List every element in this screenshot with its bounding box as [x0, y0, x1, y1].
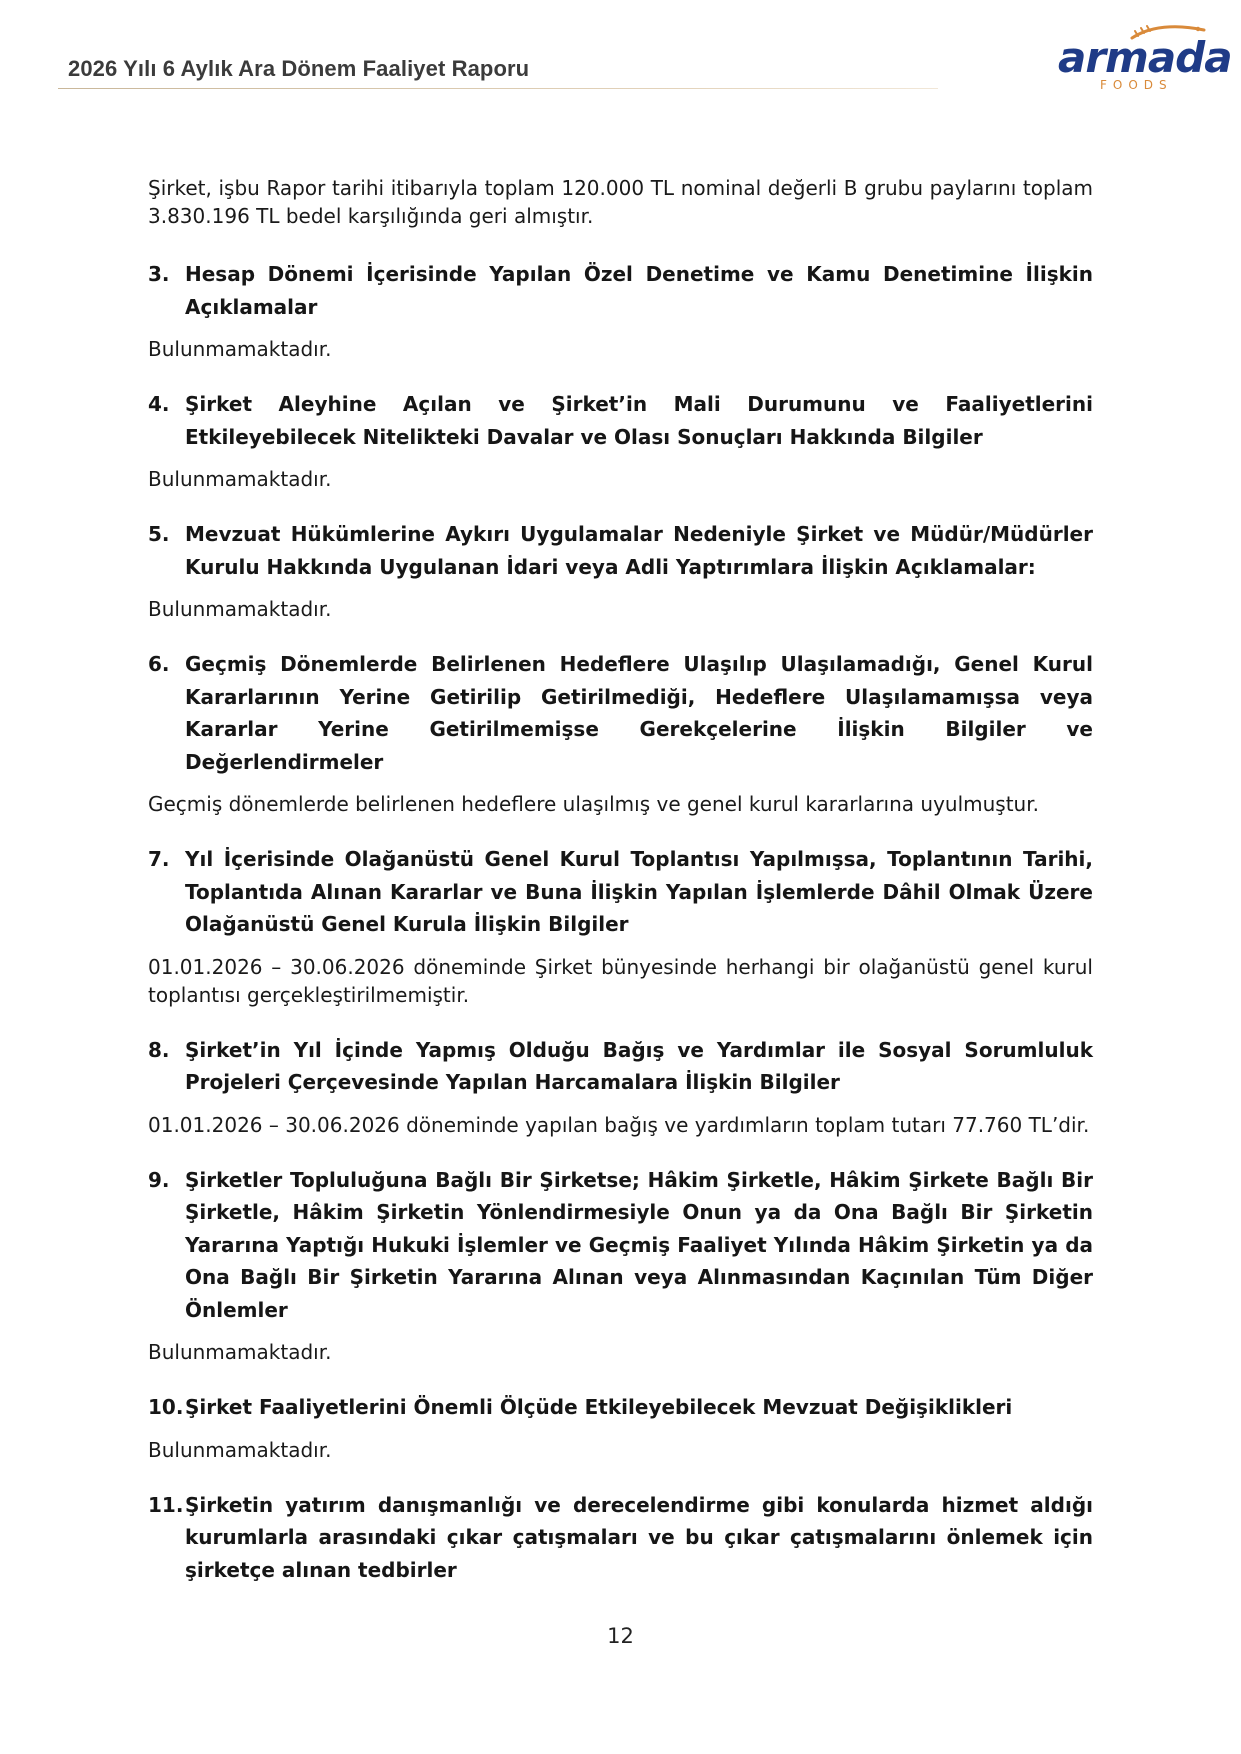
section-title: Mevzuat Hükümlerine Aykırı Uygulamalar Nedeniyle Şirket ve Müdür/Müdürler Kurulu Hakkında Uygulanan İdari veya Adli Yaptırımlara İlişkin Açıklamalar:	[185, 522, 1093, 579]
section-4	[148, 388, 1093, 493]
section-7	[148, 843, 1093, 1009]
report-title: 2026 Yılı 6 Aylık Ara Dönem Faaliyet Raporu	[68, 56, 530, 81]
section-title: Şirketler Topluluğuna Bağlı Bir Şirketse; Hâkim Şirketle, Hâkim Şirkete Bağlı Bir Şirketle, Hâkim Şirketin Yönlendirmesiyle Onun ya da Ona Bağlı Bir Şirketin Yararına Yaptığı Hukuki İşlemler ve Geçmiş Faaliyet Yılında Hâkim Şirketin ya da Ona Bağlı Bir Şirketin Yararına Alınan veya Alınmasından Kaçınılan Tüm Diğer Önlemler	[185, 1167, 1093, 1322]
section-body: Bulunmamaktadır.	[148, 1437, 332, 1462]
section-heading	[148, 258, 1093, 323]
intro-paragraph: Şirket, işbu Rapor tarihi itibarıyla toplam 120.000 TL nominal değerli B grubu paylarını toplam 3.830.196 TL bedel karşılığında geri almıştır.	[148, 176, 1093, 228]
section-heading	[148, 1164, 1093, 1327]
page-content	[148, 174, 1093, 1586]
section-heading	[148, 1489, 1093, 1587]
section-number: 4.	[148, 392, 170, 416]
section-body: 01.01.2026 – 30.06.2026 döneminde Şirket bünyesinde herhangi bir olağanüstü genel kurul toplantısı gerçekleştirilmemiştir.	[148, 954, 1093, 1007]
section-body: Bulunmamaktadır.	[148, 467, 332, 491]
section-number: 8.	[148, 1037, 170, 1062]
section-title: Hesap Dönemi İçerisinde Yapılan Özel Denetime ve Kamu Denetimine İlişkin Açıklamalar	[185, 262, 1093, 319]
section-number: 5.	[148, 522, 170, 546]
logo-subtitle: FOODS	[1100, 78, 1173, 92]
section-11	[148, 1489, 1093, 1587]
section-title: Şirket’in Yıl İçinde Yapmış Olduğu Bağış ve Yardımlar ile Sosyal Sorumluluk Projeleri Çerçevesinde Yapılan Harcamalara İlişkin Bilgiler	[185, 1037, 1093, 1094]
section-body: Bulunmamaktadır.	[148, 1340, 332, 1364]
section-heading	[148, 388, 1093, 453]
logo-wordmark: armada	[1058, 33, 1232, 82]
section-body: 01.01.2026 – 30.06.2026 döneminde yapılan bağış ve yardımların toplam tutarı 77.760 TL’dir.	[148, 1112, 1090, 1137]
section-title: Geçmiş Dönemlerde Belirlenen Hedeflere Ulaşılıp Ulaşılamadığı, Genel Kurul Kararlarının Yerine Getirilip Getirilmediği, Hedeflere Ulaşılamamışsa veya Kararlar Yerine Getirilmemişse Gerekçelerine İlişkin Bilgiler ve Değerlendirmeler	[185, 652, 1093, 774]
section-number: 11.	[148, 1492, 184, 1517]
section-number: 10.	[148, 1395, 184, 1419]
section-6	[148, 648, 1093, 818]
section-3	[148, 258, 1093, 363]
section-10	[148, 1391, 1093, 1464]
section-number: 7.	[148, 847, 170, 871]
section-9	[148, 1164, 1093, 1367]
section-title: Şirketin yatırım danışmanlığı ve derecelendirme gibi konularda hizmet aldığı kurumlarla arasındaki çıkar çatışmaları ve bu çıkar çatışmalarını önlemek için şirketçe alınan tedbirler	[185, 1492, 1093, 1582]
section-body: Bulunmamaktadır.	[148, 337, 332, 361]
section-heading	[148, 648, 1093, 778]
section-5	[148, 518, 1093, 623]
page-number: 12	[607, 1624, 634, 1648]
header-divider	[58, 88, 938, 89]
section-title: Şirket Aleyhine Açılan ve Şirket’in Mali Durumunu ve Faaliyetlerini Etkileyebilecek Nitelikteki Davalar ve Olası Sonuçları Hakkında Bilgiler	[185, 392, 1093, 449]
company-logo	[1050, 22, 1232, 94]
section-heading	[148, 843, 1093, 941]
section-8	[148, 1034, 1093, 1139]
section-heading	[148, 1391, 1093, 1424]
section-heading	[148, 518, 1093, 583]
section-number: 9.	[148, 1167, 170, 1192]
section-heading	[148, 1034, 1093, 1099]
section-number: 3.	[148, 262, 170, 286]
section-body: Bulunmamaktadır.	[148, 597, 332, 621]
section-body: Geçmiş dönemlerde belirlenen hedeflere ulaşılmış ve genel kurul kararlarına uyulmuştur.	[148, 792, 1039, 816]
section-title: Şirket Faaliyetlerini Önemli Ölçüde Etkileyebilecek Mevzuat Değişiklikleri	[185, 1395, 1013, 1419]
section-number: 6.	[148, 652, 170, 676]
section-title: Yıl İçerisinde Olağanüstü Genel Kurul Toplantısı Yapılmışsa, Toplantının Tarihi, Toplantıda Alınan Kararlar ve Buna İlişkin Yapılan İşlemlerde Dâhil Olmak Üzere Olağanüstü Genel Kurula İlişkin Bilgiler	[185, 847, 1093, 936]
